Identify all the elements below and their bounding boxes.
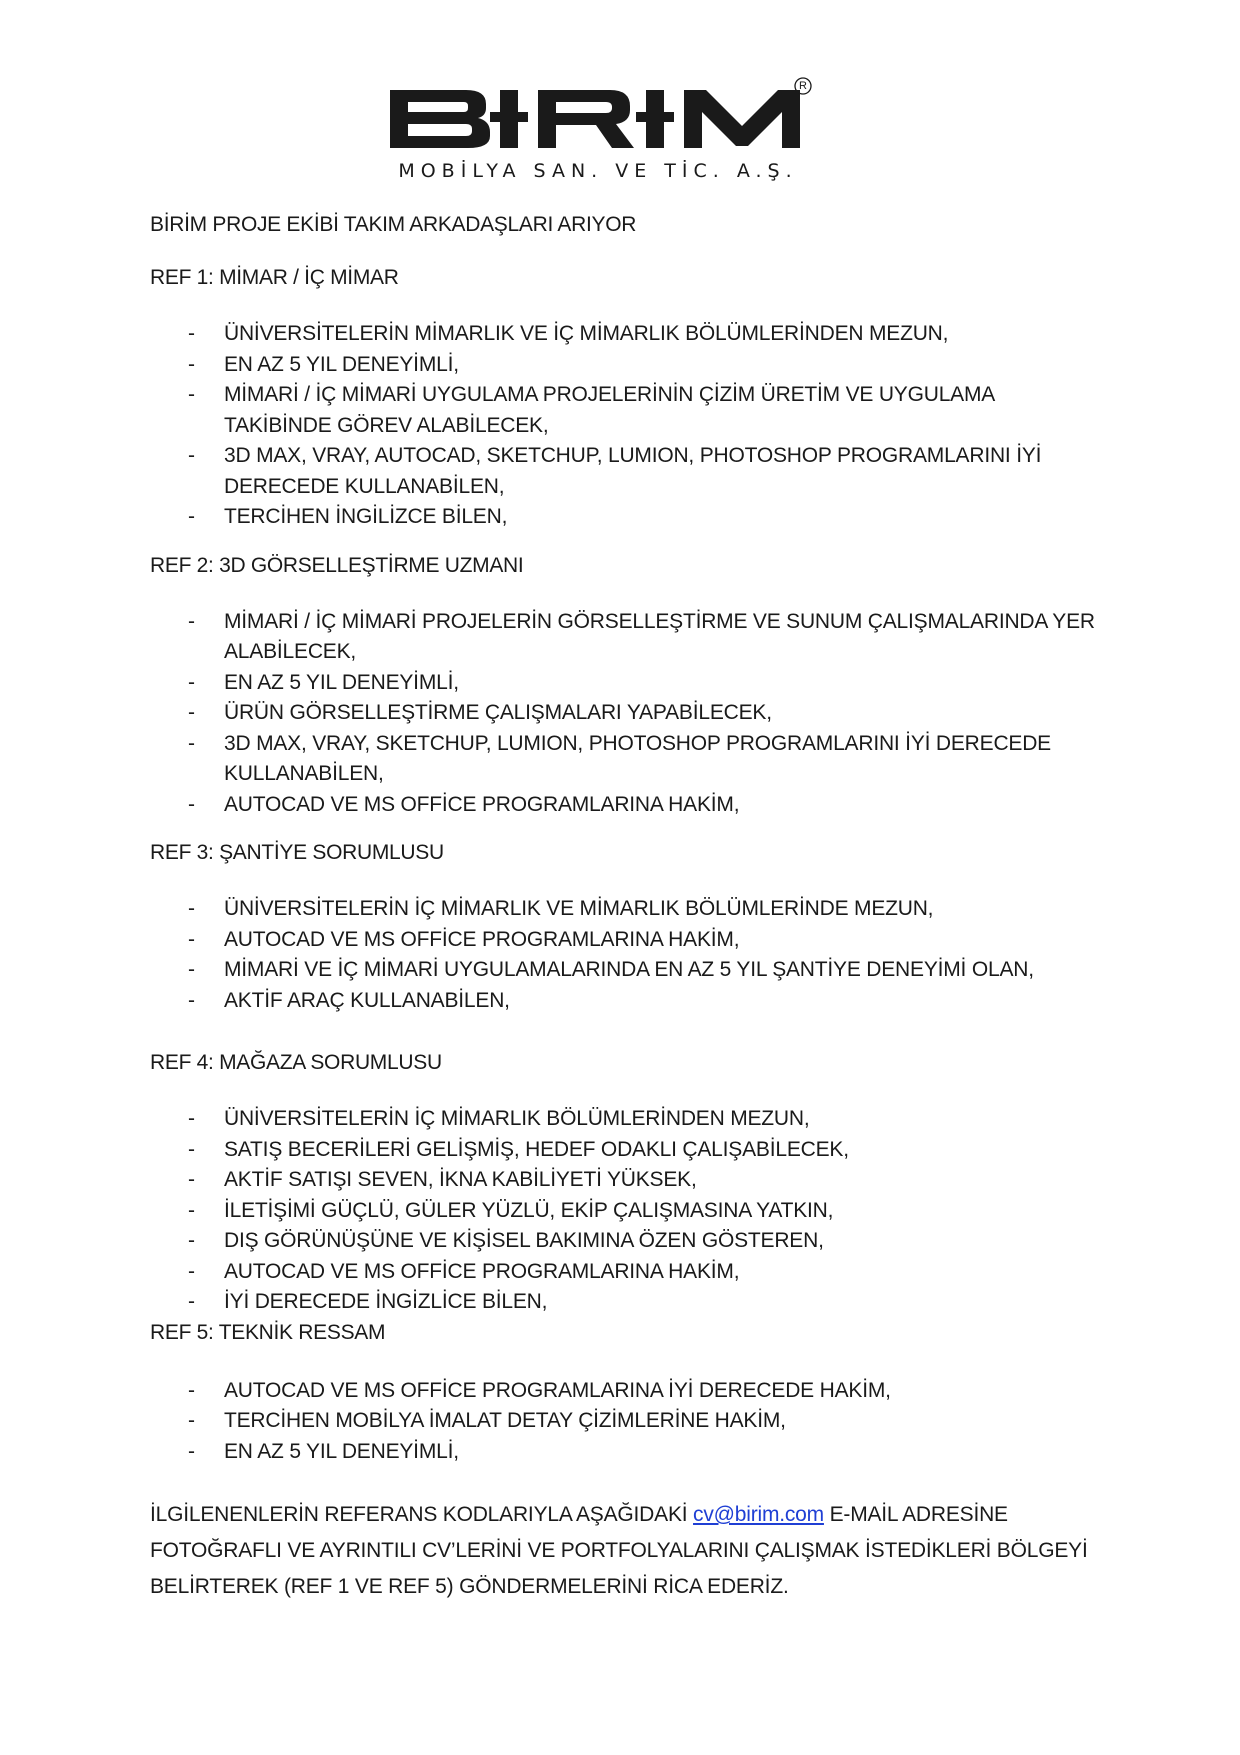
ref-title: REF 2: 3D GÖRSELLEŞTİRME UZMANI: [150, 553, 524, 577]
list-item: - ÜRÜN GÖRSELLEŞTİRME ÇALIŞMALARI YAPABİLECEK,: [188, 701, 772, 724]
requirements-list: [150, 319, 1100, 533]
ref-title: REF 4: MAĞAZA SORUMLUSU: [150, 1051, 442, 1074]
list-item: - MİMARİ VE İÇ MİMARİ UYGULAMALARINDA EN AZ 5 YIL ŞANTİYE DENEYİMİ OLAN,: [188, 958, 1034, 981]
list-item: - 3D MAX, VRAY, SKETCHUP, LUMION, PHOTOSHOP PROGRAMLARINI İYİ DERECEDE KULLANABİLEN,: [188, 731, 1051, 785]
list-item: - AUTOCAD VE MS OFFİCE PROGRAMLARINA HAKİM,: [188, 927, 740, 951]
list-item: - ÜNİVERSİTELERİN İÇ MİMARLIK VE MİMARLIK BÖLÜMLERİNDE MEZUN,: [188, 897, 934, 920]
instructions-text-end: E-MAİL ADRESİNE FOTOĞRAFLI VE AYRINTILI CV’LERİNİ VE PORTFOLYALARINI ÇALIŞMAK İSTEDİKLERİ BÖLGEYİ BELİRTEREK (REF 1 VE REF 5) GÖNDERMELERİNİ RİCA EDERİZ.: [150, 1503, 1088, 1598]
requirements-list: [150, 607, 1100, 821]
ref-section-3: [150, 838, 1100, 1016]
list-item: - ÜNİVERSİTELERİN İÇ MİMARLIK BÖLÜMLERİNDEN MEZUN,: [188, 1107, 810, 1130]
brand-name: [390, 90, 800, 148]
job-posting-content: [150, 210, 1100, 1626]
ref-section-4: [150, 1048, 1100, 1318]
registered-mark-letter: R: [799, 80, 807, 92]
list-item: - AUTOCAD VE MS OFFİCE PROGRAMLARINA İYİ DERECEDE HAKİM,: [188, 1378, 891, 1402]
list-item: - EN AZ 5 YIL DENEYİMLİ,: [188, 670, 459, 694]
instructions-text-start: İLGİLENENLERİN REFERANS KODLARIYLA AŞAĞIDAKİ: [150, 1503, 694, 1526]
list-item: - EN AZ 5 YIL DENEYİMLİ,: [188, 352, 459, 376]
ref-section-5: [150, 1318, 1100, 1468]
list-item: - AUTOCAD VE MS OFFİCE PROGRAMLARINA HAKİM,: [188, 1259, 740, 1283]
company-logo: [0, 0, 1240, 190]
list-item: - 3D MAX, VRAY, AUTOCAD, SKETCHUP, LUMION, PHOTOSHOP PROGRAMLARINI İYİ DERECEDE KULLANABİLEN,: [188, 444, 1042, 498]
ref-title: REF 1: MİMAR / İÇ MİMAR: [150, 266, 399, 289]
page-title: BİRİM PROJE EKİBİ TAKIM ARKADAŞLARI ARIYOR: [150, 213, 637, 236]
ref-title: REF 5: TEKNİK RESSAM: [150, 1320, 386, 1344]
list-item: - DIŞ GÖRÜNÜŞÜNE VE KİŞİSEL BAKIMINA ÖZEN GÖSTEREN,: [188, 1229, 824, 1252]
requirements-list: [150, 1376, 1100, 1468]
requirements-list: [150, 1104, 1100, 1318]
ref-title: REF 3: ŞANTİYE SORUMLUSU: [150, 841, 444, 864]
list-item: - AKTİF SATIŞI SEVEN, İKNA KABİLİYETİ YÜKSEK,: [188, 1168, 697, 1191]
list-item: - MİMARİ / İÇ MİMARİ UYGULAMA PROJELERİNİN ÇİZİM ÜRETİM VE UYGULAMA TAKİBİNDE GÖREV ALABİLECEK,: [188, 383, 994, 437]
list-item: - ÜNİVERSİTELERİN MİMARLIK VE İÇ MİMARLIK BÖLÜMLERİNDEN MEZUN,: [188, 322, 949, 345]
ref-section-2: [150, 551, 1100, 821]
requirements-list: [150, 894, 1100, 1016]
email-link[interactable]: cv@birim.com: [693, 1503, 824, 1526]
list-item: - AKTİF ARAÇ KULLANABİLEN,: [188, 988, 510, 1012]
brand-subtitle: MOBİLYA SAN. VE TİC. A.Ş.: [398, 160, 798, 182]
application-instructions: [150, 1497, 1100, 1605]
ref-section-1: [150, 263, 1100, 533]
list-item: - AUTOCAD VE MS OFFİCE PROGRAMLARINA HAKİM,: [188, 792, 740, 816]
list-item: - TERCİHEN İNGİLİZCE BİLEN,: [188, 505, 508, 528]
list-item: - MİMARİ / İÇ MİMARİ PROJELERİN GÖRSELLEŞTİRME VE SUNUM ÇALIŞMALARINDA YER ALABİLECEK,: [188, 609, 1095, 663]
list-item: - SATIŞ BECERİLERİ GELİŞMİŞ, HEDEF ODAKLI ÇALIŞABİLECEK,: [188, 1137, 849, 1161]
list-item: - EN AZ 5 YIL DENEYİMLİ,: [188, 1439, 459, 1463]
list-item: - İYİ DERECEDE İNGİZLİCE BİLEN,: [188, 1290, 548, 1313]
list-item: - İLETİŞİMİ GÜÇLÜ, GÜLER YÜZLÜ, EKİP ÇALIŞMASINA YATKIN,: [188, 1198, 834, 1222]
list-item: - TERCİHEN MOBİLYA İMALAT DETAY ÇİZİMLERİNE HAKİM,: [188, 1409, 786, 1432]
